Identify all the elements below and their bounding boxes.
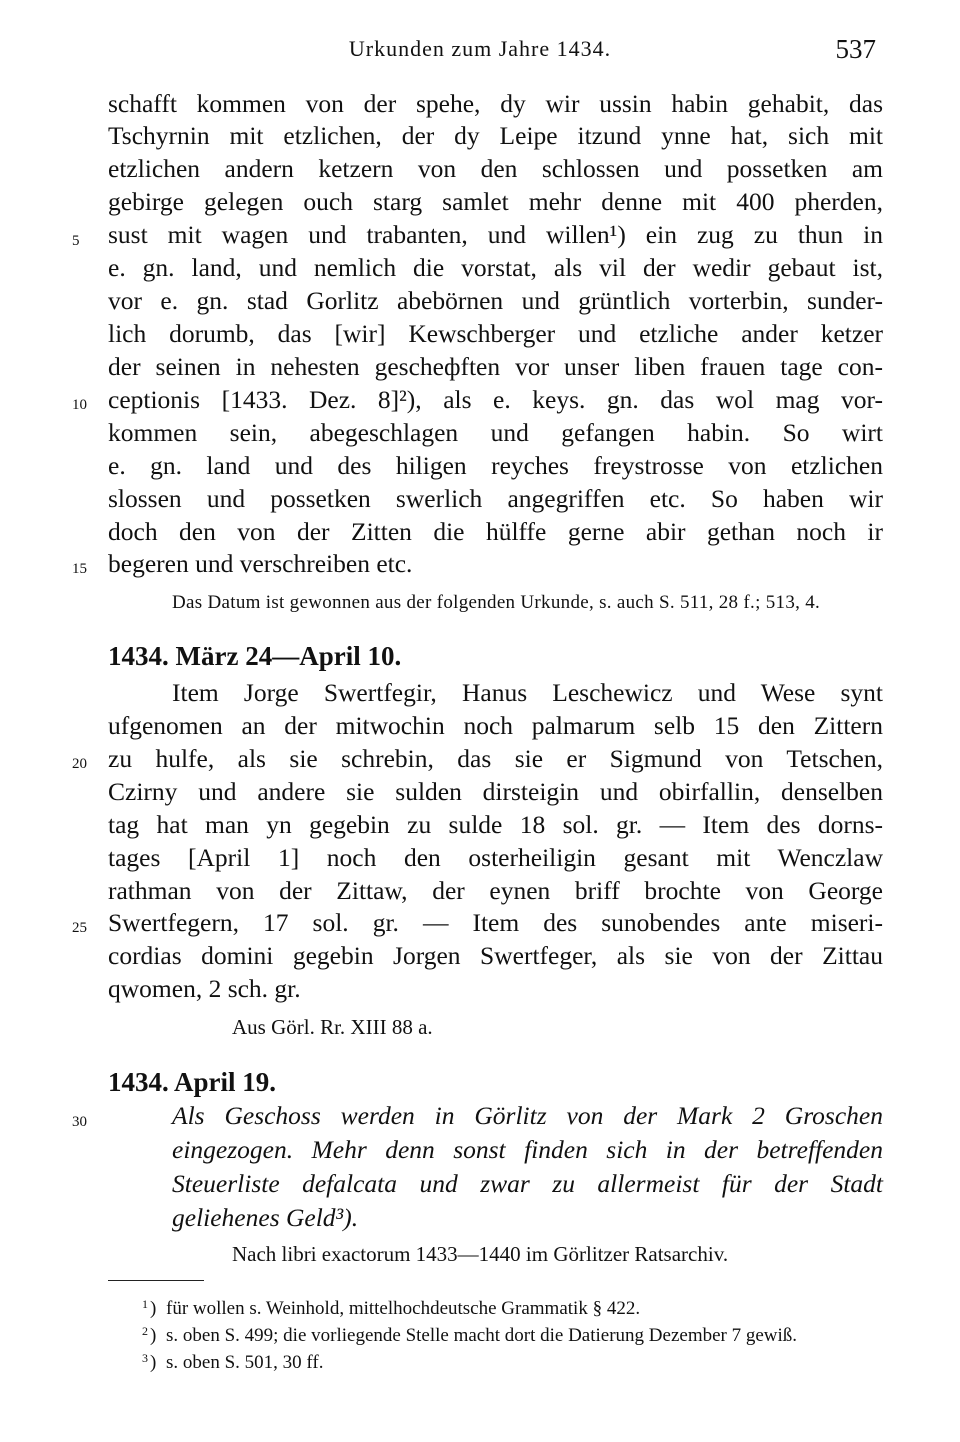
line-number: 20	[72, 756, 87, 772]
line-number: 25	[72, 920, 87, 936]
line-number: 15	[72, 561, 87, 577]
text-line: Item Jorge Swertfegir, Hanus Leschewicz und Wese synt	[172, 678, 883, 707]
text-line: eingezogen. Mehr denn sonst finden sich in der betreffenden	[172, 1135, 883, 1164]
source-citation: Nach libri exactorum 1433—1440 im Görlitzer Ratsarchiv.	[232, 1242, 729, 1266]
entry-heading: 1434. März 24—April 10.	[108, 641, 402, 671]
text-line: der seinen in nehesten gescheфften vor unser liben frauen tage con-	[108, 352, 883, 381]
text-line: e. gn. land, und nemlich die vorstat, als vil der wedir gebaut ist,	[108, 253, 883, 282]
text-line: vor e. gn. stad Gorlitz abebörnen und grüntlich vorterbin, sunder-	[108, 286, 883, 315]
line-number: 5	[72, 233, 80, 249]
text-line: etzlichen andern ketzern von den schlossen und possetken am	[108, 154, 883, 183]
running-title: Urkunden zum Jahre 1434.	[348, 36, 612, 61]
text-line: sust mit wagen und trabanten, und willen¹) ein zug zu thun in	[108, 220, 883, 249]
text-line: geliehenes Geld³).	[172, 1203, 359, 1232]
text-line: begeren und verschreiben etc.	[108, 549, 413, 578]
text-line: gebirge gelegen ouch starg samlet mehr denne mit 400 pherden,	[108, 187, 883, 216]
text-line: ufgenomen an der mitwochin noch palmarum selb 15 den Zittern	[108, 711, 883, 740]
text-line: slossen und possetken swerlich angegriffen etc. So haben wir	[108, 484, 883, 513]
footnote-marker: 1	[142, 1297, 148, 1311]
footnote-text: s. oben S. 499; die vorliegende Stelle macht dort die Datierung Dezember 7 gewiß.	[166, 1325, 798, 1346]
text-line: cordias domini gegebin Jorgen Swertfeger, als sie von der Zittau	[108, 941, 883, 970]
footnote-rule	[108, 1280, 204, 1281]
footnote-marker: 3	[142, 1351, 148, 1365]
text-line: Tschyrnin mit etzlichen, der dy Leipe itzund ynne hat, sich mit	[108, 121, 883, 150]
text-line: schafft kommen von der spehe, dy wir ussin habin gehabit, das	[108, 89, 883, 118]
line-number: 10	[72, 397, 87, 413]
source-citation: Aus Görl. Rr. XIII 88 a.	[232, 1015, 433, 1039]
footnote-text: für wollen s. Weinhold, mittelhochdeutsche Grammatik § 422.	[166, 1298, 641, 1319]
text-line: Steuerliste defalcata und zwar zu allermeist für der Stadt	[172, 1169, 883, 1198]
text-line: zu hulfe, als sie schrebin, das sie er Sigmund von Tetschen,	[108, 744, 883, 773]
editorial-note: Das Datum ist gewonnen aus der folgenden Urkunde, s. auch S. 511, 28 f.; 513, 4.	[172, 592, 821, 613]
text-line: Swertfegern, 17 sol. gr. — Item des sunobendes ante miseri-	[108, 908, 883, 937]
line-number: 30	[72, 1114, 87, 1130]
text-line: rathman von der Zittaw, der eynen briff brochte von George	[108, 876, 883, 905]
footnote-marker: 2	[142, 1324, 148, 1338]
running-head	[0, 30, 960, 70]
text-line: lich dorumb, das [wir] Kewschberger und etzliche ander ketzer	[108, 319, 883, 348]
page-number: 537	[835, 34, 876, 64]
text-line: tag hat man yn gegebin zu sulde 18 sol. gr. — Item des dorns-	[108, 810, 883, 839]
text-line: tages [April 1] noch den osterheiligin gesant mit Wenczlaw	[108, 843, 883, 872]
text-line: kommen sein, abegeschlagen und gefangen habin. So wirt	[108, 418, 883, 447]
text-line: Czirny und andere sie sulden dirsteigin und obirfallin, denselben	[108, 777, 883, 806]
text-line: ceptionis [1433. Dez. 8]²), als e. keys. gn. das wol mag vor-	[108, 385, 883, 414]
entry-heading: 1434. April 19.	[108, 1067, 277, 1097]
text-line: Als Geschoss werden in Görlitz von der Mark 2 Groschen	[172, 1101, 883, 1130]
text-line: e. gn. land und des hiligen reyches freystrosse von etzlichen	[108, 451, 883, 480]
footnote-text: s. oben S. 501, 30 ff.	[166, 1352, 324, 1373]
text-line: qwomen, 2 sch. gr.	[108, 974, 301, 1003]
text-line: doch den von der Zitten die hülffe gerne abir gethan noch ir	[108, 517, 883, 546]
